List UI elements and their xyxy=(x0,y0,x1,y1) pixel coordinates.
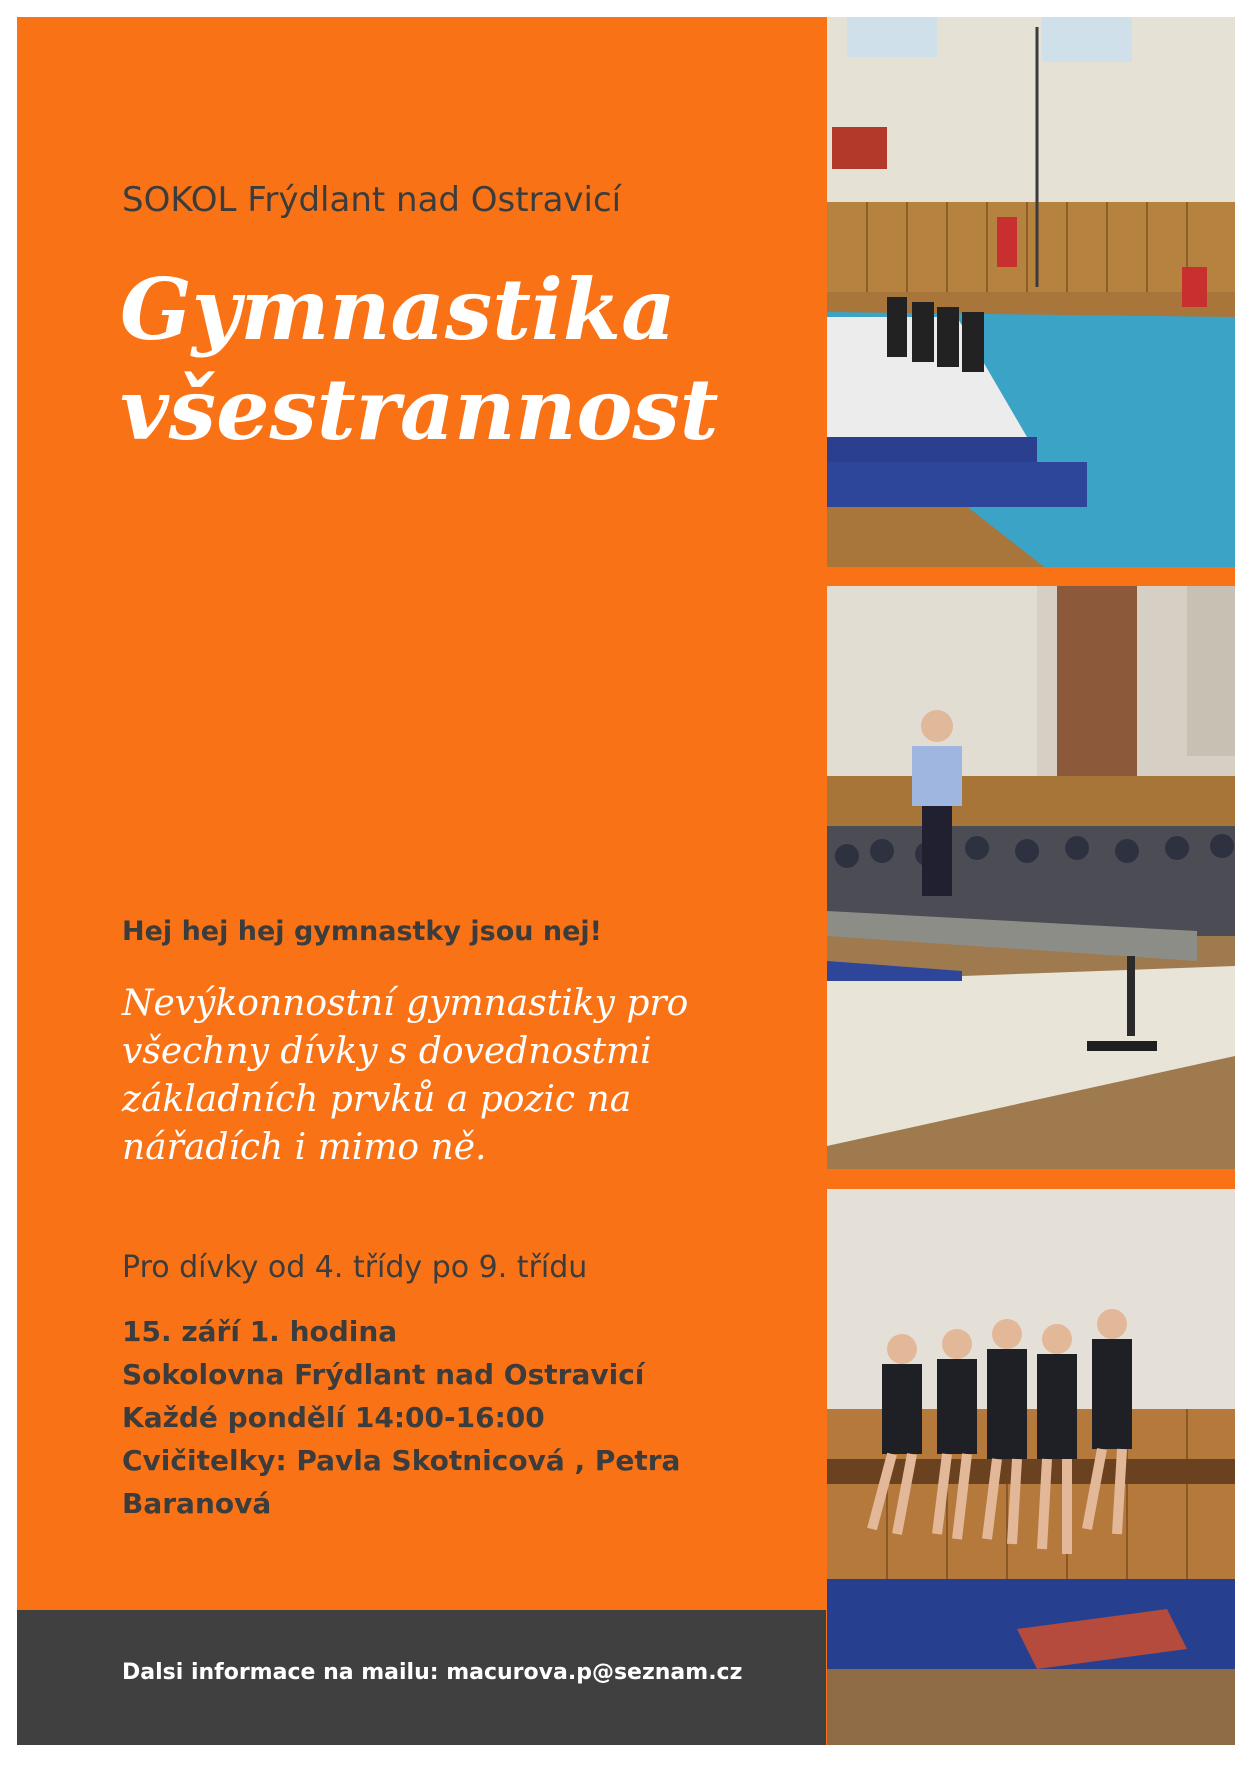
balance-beam-photo xyxy=(827,586,1235,1169)
description-line: základních prvků a pozic na xyxy=(122,1079,632,1120)
details-trainers: Cvičitelky: Pavla Skotnicová , Petra xyxy=(122,1444,681,1477)
contact-info: Dalsi informace na mailu: macurova.p@seznam.cz xyxy=(122,1660,743,1685)
details-schedule: Každé pondělí 14:00-16:00 xyxy=(122,1401,545,1434)
details-trainers-cont: Baranová xyxy=(122,1487,272,1520)
description-line: Nevýkonnostní gymnastiky pro xyxy=(122,983,689,1024)
details-venue: Sokolovna Frýdlant nad Ostravicí xyxy=(122,1358,645,1391)
description-line: nářadích i mimo ně. xyxy=(122,1127,487,1168)
description xyxy=(122,980,812,1172)
girls-seated-bench-photo xyxy=(827,1189,1235,1745)
poster-title xyxy=(120,260,810,460)
details-date: 15. září 1. hodina xyxy=(122,1315,398,1348)
description-line: všechny dívky s dovednostmi xyxy=(122,1031,652,1072)
title-line-1: Gymnastika xyxy=(120,260,676,359)
organization-name: SOKOL Frýdlant nad Ostravicí xyxy=(122,180,622,220)
slogan: Hej hej hej gymnastky jsou nej! xyxy=(122,916,602,947)
event-details xyxy=(122,1310,812,1525)
audience-text: Pro dívky od 4. třídy po 9. třídu xyxy=(122,1250,588,1285)
title-line-2: všestrannost xyxy=(120,360,719,459)
gym-hall-floor-photo xyxy=(827,17,1235,567)
